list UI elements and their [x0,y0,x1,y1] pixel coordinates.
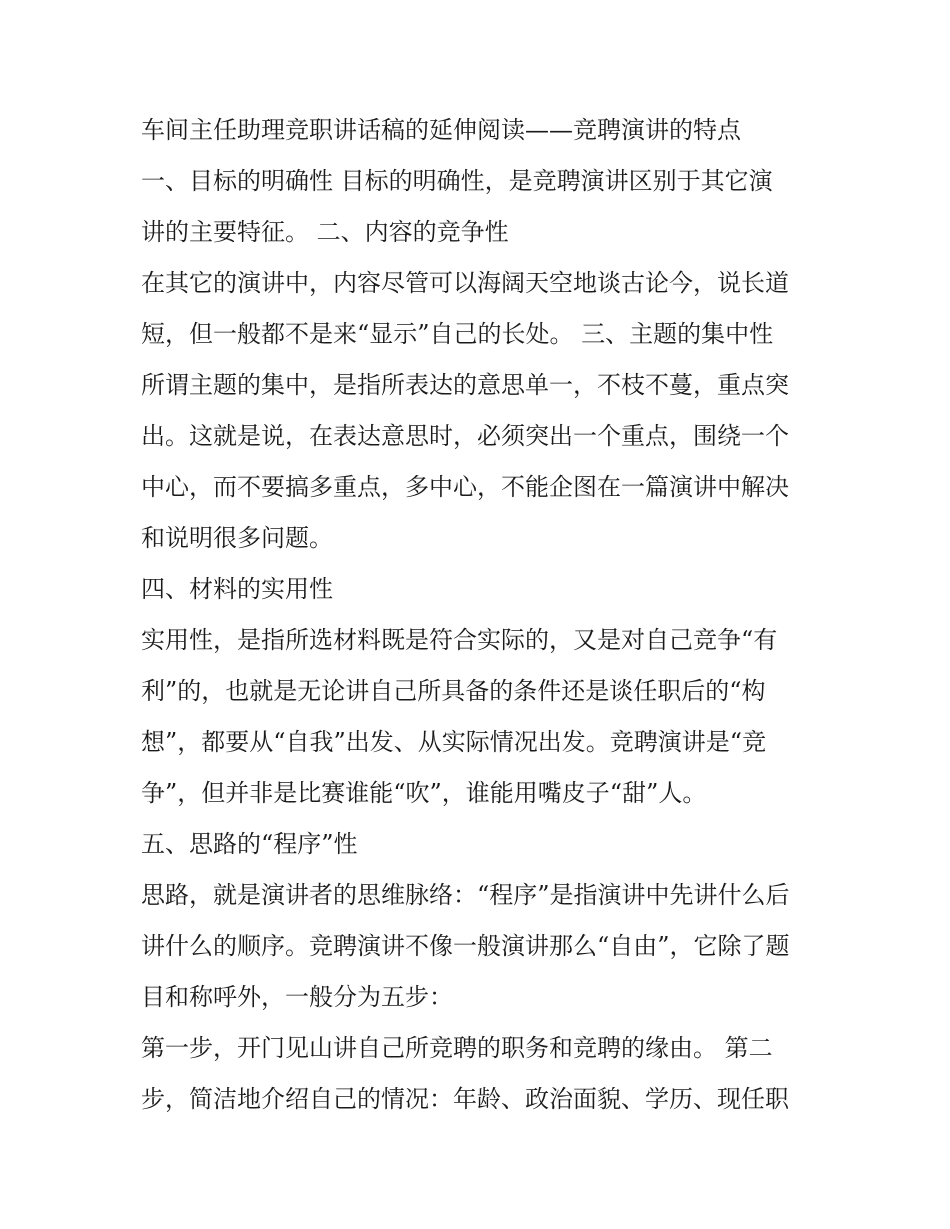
text-line: 短，但一般都不是来“显示”自己的长处。 三、主题的集中性 [141,320,774,348]
text-line: 步，简洁地介绍自己的情况：年龄、政治面貌、学历、现任职 [141,1085,789,1113]
text-line: 讲什么的顺序。竞聘演讲不像一般演讲那么“自由”，它除了题 [141,932,790,960]
text-line: 五、思路的“程序”性 [141,830,358,858]
text-line: 第一步，开门见山讲自己所竞聘的职务和竞聘的缘由。 第二 [141,1034,773,1062]
document-body [141,105,813,1125]
text-line: 四、材料的实用性 [141,575,333,603]
text-line: 目和称呼外，一般分为五步： [141,983,453,1011]
text-line: 车间主任助理竞职讲话稿的延伸阅读——竞聘演讲的特点 [141,116,741,144]
text-line: 和说明很多问题。 [141,524,333,552]
text-line: 在其它的演讲中，内容尽管可以海阔天空地谈古论今，说长道 [141,269,789,297]
text-line: 实用性，是指所选材料既是符合实际的，又是对自己竞争“有 [141,626,778,654]
text-line: 一、目标的明确性 目标的明确性，是竞聘演讲区别于其它演 [141,167,773,195]
text-line: 思路，就是演讲者的思维脉络：“程序”是指演讲中先讲什么后 [141,881,790,909]
text-line: 出。这就是说，在表达意思时，必须突出一个重点，围绕一个 [141,422,789,450]
text-line: 中心，而不要搞多重点，多中心，不能企图在一篇演讲中解决 [141,473,789,501]
text-line: 争”，但并非是比赛谁能“吹”，谁能用嘴皮子“甜”人。 [141,779,707,807]
text-line: 想”，都要从“自我”出发、从实际情况出发。竞聘演讲是“竞 [141,728,767,756]
text-line: 讲的主要特征。 二、内容的竞争性 [141,218,509,246]
text-line: 利”的，也就是无论讲自己所具备的条件还是谈任职后的“构 [141,677,766,705]
text-line: 所谓主题的集中，是指所表达的意思单一，不枝不蔓，重点突 [141,371,789,399]
